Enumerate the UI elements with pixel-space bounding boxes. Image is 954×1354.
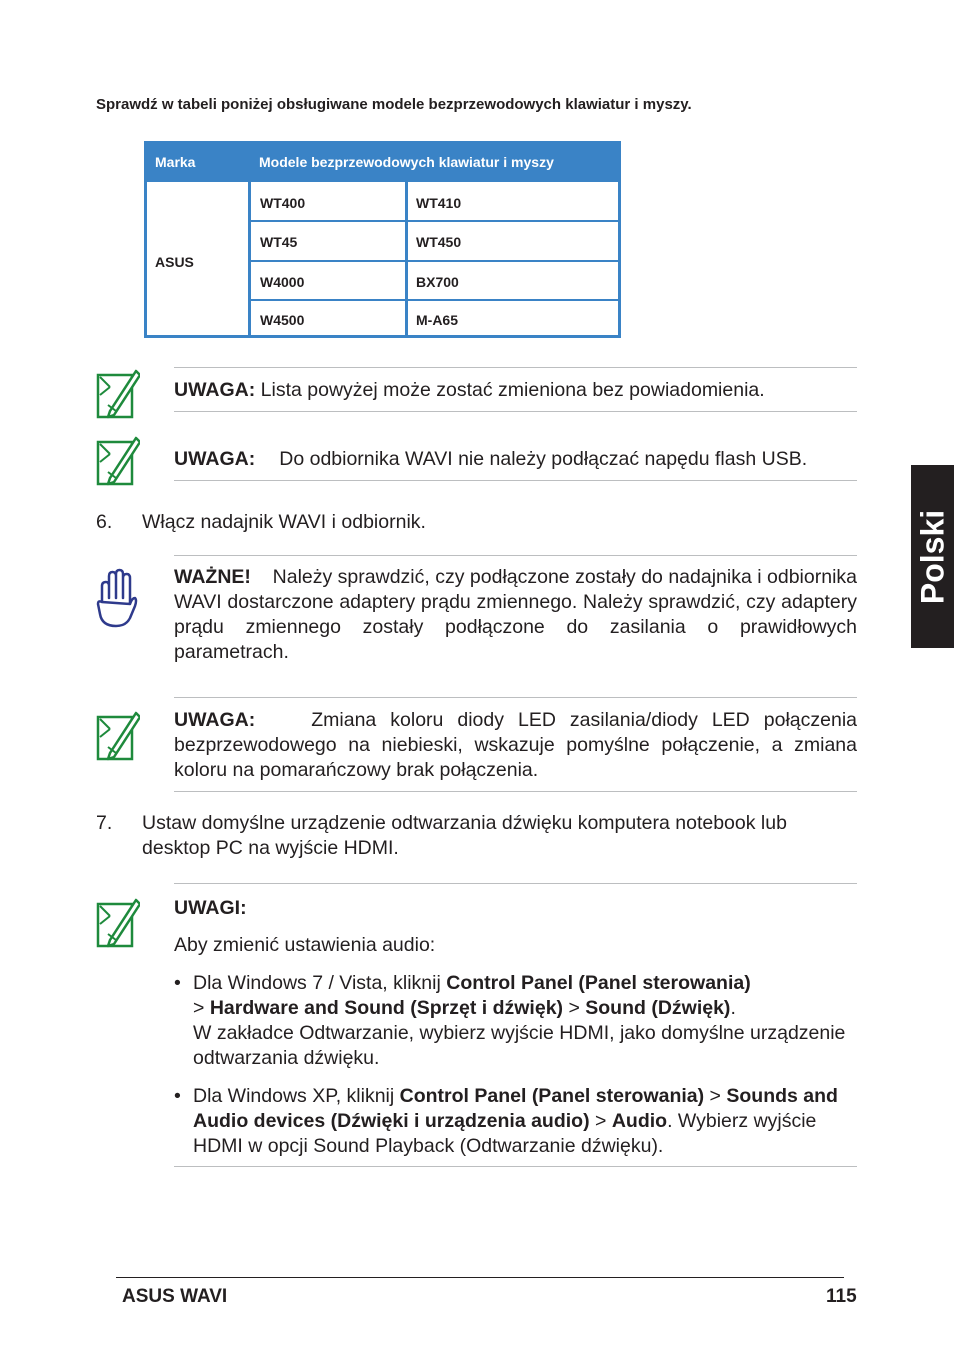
table-cell: WT45 bbox=[260, 234, 298, 250]
table-cell: W4000 bbox=[260, 274, 305, 290]
important-note bbox=[174, 565, 857, 665]
divider bbox=[174, 791, 857, 792]
divider bbox=[174, 555, 857, 556]
list-item: • Dla Windows XP, kliknij Control Panel (Panel sterowania) > Sounds and Audio devices (Dźwięki i urządzenia audio) > Audio. Wybierz wyjście HDMI w opcji Sound Playback (Odtwarzanie dźwięku). bbox=[174, 1084, 854, 1159]
footer-divider bbox=[116, 1277, 844, 1278]
divider bbox=[174, 883, 857, 884]
divider bbox=[174, 697, 857, 698]
language-label: Polski bbox=[914, 509, 950, 604]
notes-label: UWAGI: bbox=[174, 897, 247, 919]
note-text: Zmiana koloru diody LED zasilania/diody LED połączenia bezprzewodowego na niebieski, wskazuje pomyślne połączenie, a zmiana koloru na pomarańczowy brak połączenia. bbox=[174, 709, 857, 781]
note-pencil-icon bbox=[96, 894, 140, 950]
table-header bbox=[147, 144, 618, 182]
step-number: 6. bbox=[96, 511, 113, 533]
header-brand: Marka bbox=[155, 154, 196, 170]
table-cell: W4500 bbox=[260, 312, 305, 328]
header-models: Modele bezprzewodowych klawiatur i myszy bbox=[259, 154, 554, 170]
notes-bullet-list bbox=[174, 971, 854, 1159]
table-cell: M-A65 bbox=[416, 312, 459, 328]
hand-stop-icon bbox=[94, 568, 138, 630]
note-2 bbox=[174, 447, 857, 472]
table-cell: WT410 bbox=[416, 195, 462, 211]
note-3 bbox=[174, 708, 857, 783]
divider bbox=[174, 1166, 857, 1167]
note-pencil-icon bbox=[96, 707, 140, 763]
list-item: • Dla Windows 7 / Vista, kliknij Control Panel (Panel sterowania) > Hardware and Sound (Sprzęt i dźwięk) > Sound (Dźwięk). W zakładce Odtwarzanie, wybierz wyjście HDMI, jako domyślne urządzenie odtwarzania dźwięku. bbox=[174, 971, 854, 1071]
note-1 bbox=[174, 378, 857, 403]
step-6-text: Włącz nadajnik WAVI i odbiornik. bbox=[142, 511, 426, 533]
brand-cell: ASUS bbox=[155, 254, 194, 270]
note-text: Lista powyżej może zostać zmieniona bez powiadomienia. bbox=[255, 379, 765, 401]
footer-product: ASUS WAVI bbox=[122, 1286, 228, 1307]
note-pencil-icon bbox=[96, 365, 140, 421]
table-divider bbox=[248, 299, 621, 301]
page-number: 115 bbox=[826, 1286, 857, 1307]
table-divider bbox=[248, 144, 251, 335]
table-divider bbox=[248, 220, 621, 222]
note-pencil-icon bbox=[96, 432, 140, 488]
table-cell: BX700 bbox=[416, 274, 459, 290]
note-label: UWAGA: bbox=[174, 709, 256, 731]
note-label: UWAGA: bbox=[174, 379, 256, 401]
step-7-text: Ustaw domyślne urządzenie odtwarzania dźwięku komputera notebook lub desktop PC na wyjście HDMI. bbox=[142, 812, 787, 859]
note-label: UWAGA: bbox=[174, 448, 256, 470]
important-label: WAŻNE! bbox=[174, 566, 251, 588]
step-number: 7. bbox=[96, 812, 113, 834]
table-divider bbox=[248, 260, 621, 262]
table-cell: WT400 bbox=[260, 195, 306, 211]
divider bbox=[174, 367, 857, 368]
table-divider bbox=[405, 182, 408, 335]
note-text: Do odbiornika WAVI nie należy podłączać napędu flash USB. bbox=[279, 448, 808, 470]
notes-subtitle: Aby zmienić ustawienia audio: bbox=[174, 934, 436, 956]
models-table bbox=[144, 141, 621, 338]
table-cell: WT450 bbox=[416, 234, 462, 250]
important-text: Należy sprawdzić, czy podłączone zostały do nadajnika i odbiornika WAVI dostarczone adaptery prądu zmiennego. Należy sprawdzić, czy adaptery prądu zmiennego zostały podłączone do zasilania o prawidłowych parametrach. bbox=[174, 566, 857, 663]
divider bbox=[174, 480, 857, 481]
intro-text: Sprawdź w tabeli poniżej obsługiwane modele bezprzewodowych klawiatur i myszy. bbox=[96, 96, 692, 113]
divider bbox=[174, 411, 857, 412]
language-tab bbox=[911, 465, 954, 648]
